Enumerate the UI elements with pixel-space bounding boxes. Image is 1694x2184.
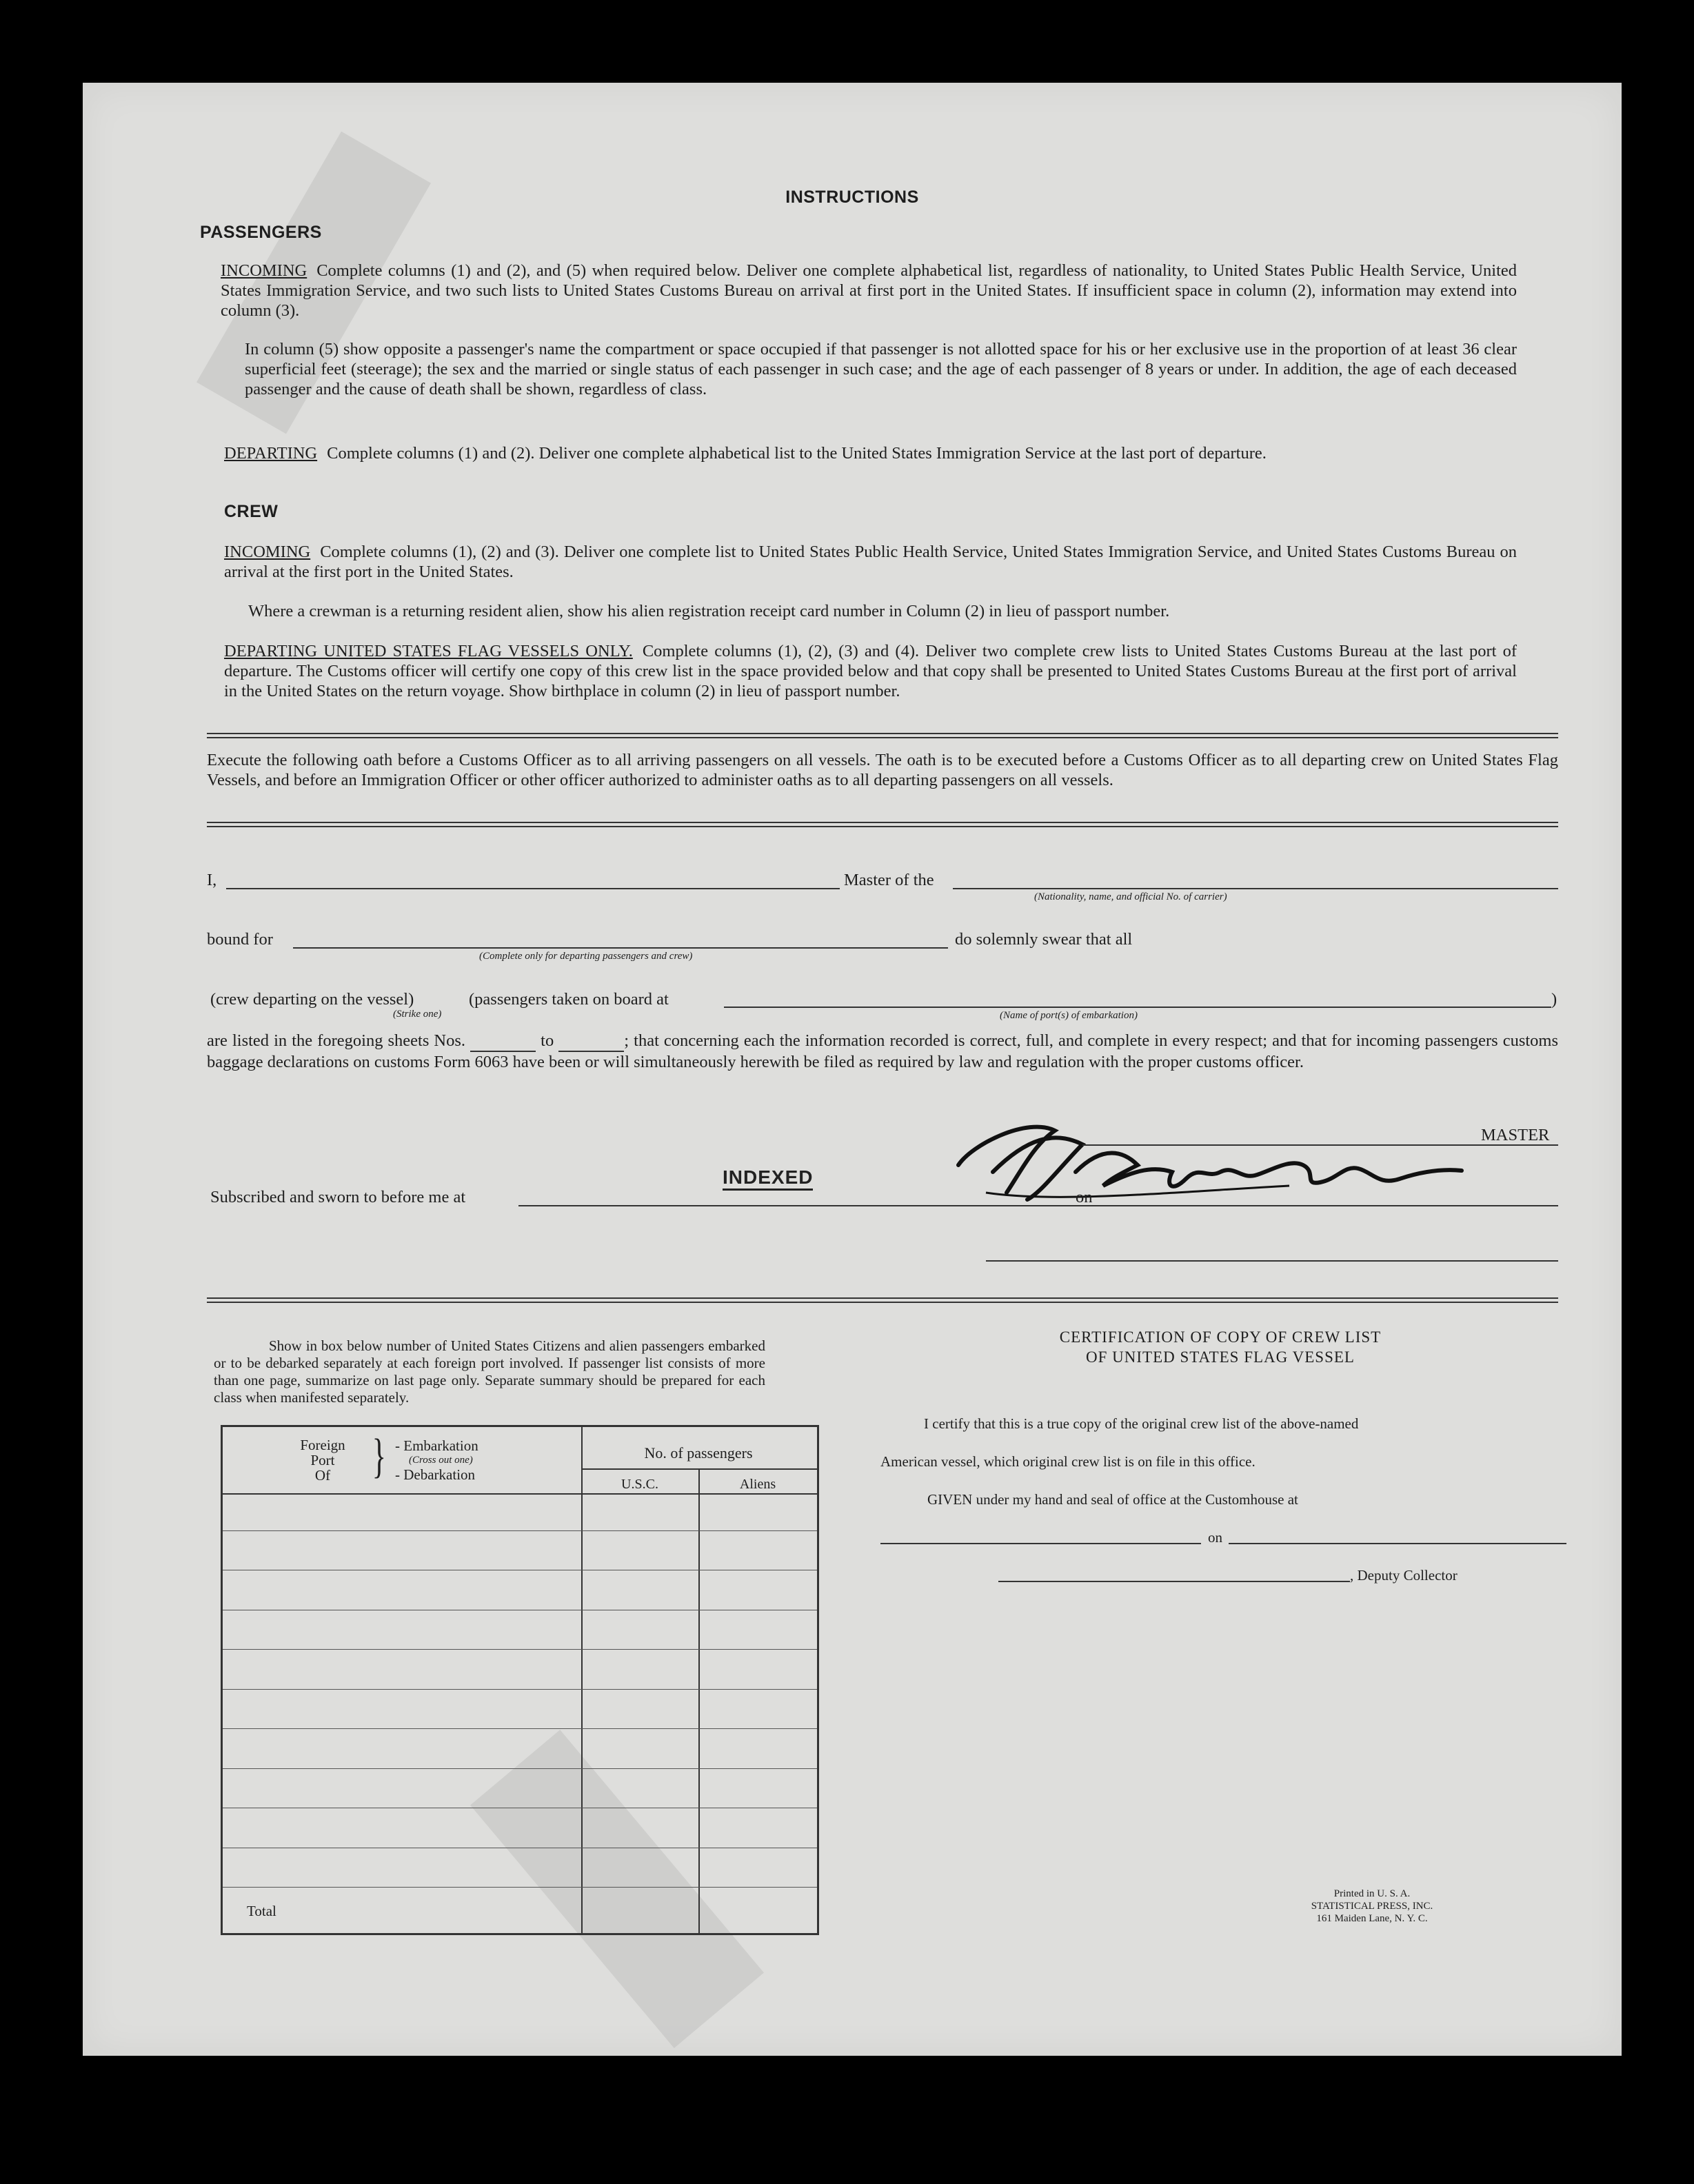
sheet-to-field[interactable] — [558, 1031, 624, 1052]
row-rule — [223, 1728, 817, 1729]
cross-out-hint: (Cross out one) — [409, 1455, 473, 1466]
crew-departing-paragraph — [224, 641, 1517, 701]
total-label: Total — [247, 1903, 276, 1919]
vertical-rule — [581, 1427, 583, 1933]
printer-line2: STATISTICAL PRESS, INC. — [1311, 1901, 1433, 1912]
passengers-incoming-text: Complete columns (1) and (2), and (5) when required below. Deliver one complete alphabetical list, regardless of nationality, to United States Public Health Service, United States Immigration Service, and two such lists to United States Customs Bureau on arrival at first port in the United States. If insufficient space in column (2), information may extend into column (3). — [221, 261, 1517, 320]
certification-date-field[interactable] — [1229, 1543, 1566, 1544]
passengers-departing-label: DEPARTING — [224, 444, 318, 463]
embarkation-port-field[interactable] — [724, 1007, 1551, 1008]
crew-departing-option: (crew departing on the vessel) — [210, 990, 414, 1009]
divider — [207, 733, 1558, 738]
document-sheet — [83, 83, 1622, 2056]
to-label: to — [541, 1031, 554, 1050]
officer-signature-field[interactable] — [986, 1260, 1558, 1262]
passengers-column5-paragraph: In column (5) show opposite a passenger's name the compartment or space occupied if that passenger is not allotted space for his or her exclusive use in the proportion of at least 36 clear superficial feet (steerage); the sex and the married or single status of each passenger in such case; and the age of each passenger of 8 years or under. In addition, the age of each deceased passenger and the cause of death shall be shown, regardless of class. — [245, 340, 1517, 398]
col-aliens-header: Aliens — [739, 1477, 776, 1492]
strike-hint: (Strike one) — [393, 1009, 442, 1020]
deputy-collector-label: , Deputy Collector — [1350, 1567, 1458, 1584]
page-title: INSTRUCTIONS — [785, 188, 919, 207]
header-bottom-rule — [223, 1493, 817, 1495]
printer-imprint — [1255, 1888, 1489, 1925]
certification-heading-line1: CERTIFICATION OF COPY OF CREW LIST — [1059, 1328, 1382, 1346]
printer-line1: Printed in U. S. A. — [1333, 1888, 1411, 1899]
given-text: GIVEN under my hand and seal of office at the Customhouse at — [927, 1491, 1298, 1508]
crew-incoming-text: Complete columns (1), (2) and (3). Deliver one complete list to United States Public Health Service, United States Immigration Service, and United States Customs Bureau on arrival at the first port in the United States. — [224, 543, 1517, 581]
of-word: Of — [314, 1467, 331, 1484]
summary-table — [221, 1425, 819, 1935]
master-signature-line[interactable] — [1082, 1144, 1558, 1146]
bound-for-field[interactable] — [293, 947, 948, 949]
summary-intro: Show in box below number of United States Citizens and alien passengers embarked or to be debarked separately at each foreign port involved. If passenger list consists of more than one page, summarize on last page only. Separate summary should be prepared for each class when manifested separately. — [214, 1337, 765, 1406]
passengers-departing-paragraph — [224, 443, 1517, 463]
row-rule — [223, 1887, 817, 1888]
subscribed-on-label: on — [1076, 1188, 1093, 1206]
crew-incoming-label: INCOMING — [224, 543, 311, 561]
certify-text: I certify that this is a true copy of the original crew list of the above-named — [924, 1415, 1359, 1432]
passengers-incoming-label: INCOMING — [221, 261, 307, 280]
listed-paragraph — [207, 1031, 1558, 1072]
divider — [207, 822, 1558, 827]
debarkation-label: - Debarkation — [395, 1466, 476, 1483]
master-name-field[interactable] — [226, 888, 840, 889]
vertical-rule — [698, 1468, 700, 1933]
master-of-label: Master of the — [844, 871, 934, 889]
crew-resident-paragraph: Where a crewman is a returning resident alien, show his alien registration receipt card number in Column (2) in lieu of passport number. — [248, 602, 1170, 620]
printer-line3: 161 Maiden Lane, N. Y. C. — [1316, 1913, 1428, 1924]
subscribed-label: Subscribed and sworn to before me at — [210, 1188, 466, 1206]
port-hint: (Name of port(s) of embarkation) — [1000, 1010, 1138, 1021]
row-rule — [223, 1649, 817, 1650]
master-label: MASTER — [1481, 1126, 1550, 1144]
foreign-port-of-label — [285, 1437, 361, 1483]
row-rule — [223, 1768, 817, 1769]
foreign-word: Foreign — [300, 1437, 345, 1453]
passengers-taken-option: (passengers taken on board at — [469, 990, 669, 1009]
embarkation-label: - Embarkation — [395, 1437, 478, 1454]
crew-heading: CREW — [224, 502, 279, 521]
subscribed-place-field[interactable] — [518, 1205, 1139, 1206]
american-vessel-text: American vessel, which original crew list is on file in this office. — [880, 1453, 1256, 1470]
crew-departing-text: Complete columns (1), (2), (3) and (4). Deliver two complete crew lists to United States Customs Bureau at the last port of departure. The Customs officer will certify one copy of this crew list in the space provided below and that copy shall be presented to United States Customs Bureau at the first port of arrival in the United States on the return voyage. Show birthplace in column (2) in lieu of passport number. — [224, 642, 1517, 700]
crew-departing-label: DEPARTING UNITED STATES FLAG VESSELS ONLY. — [224, 642, 633, 660]
oath-intro: Execute the following oath before a Customs Officer as to all arriving passengers on all vessels. The oath is to be executed before a Customs Officer as to all departing crew on United States Flag Vessels, and before an Immigration Officer or other officer authorized to administer oaths as to all departing passengers on all vessels. — [207, 751, 1558, 789]
passengers-heading: PASSENGERS — [200, 223, 322, 242]
swear-text: do solemnly swear that all — [955, 930, 1133, 949]
passengers-departing-text: Complete columns (1) and (2). Deliver one complete alphabetical list to the United States Immigration Service at the last port of departure. — [327, 444, 1267, 463]
row-rule — [223, 1530, 817, 1531]
listed-rest: ; that concerning each the information recorded is correct, full, and complete in every respect; and that for incoming passengers customs baggage declarations on customs Form 6063 have been or will simultaneously herewith be filed as required by law and regulation with the proper customs officer. — [207, 1031, 1559, 1071]
listed-text: are listed in the foregoing sheets Nos. — [207, 1031, 466, 1050]
bound-hint: (Complete only for departing passengers and crew) — [479, 951, 693, 962]
bound-for-label: bound for — [207, 930, 273, 949]
customhouse-field[interactable] — [880, 1543, 1201, 1544]
sheet-from-field[interactable] — [470, 1031, 536, 1052]
oath-i-label: I, — [207, 871, 217, 889]
certification-heading — [924, 1327, 1517, 1367]
deputy-collector-field[interactable] — [998, 1581, 1350, 1582]
close-paren: ) — [1551, 990, 1557, 1009]
certification-heading-line2: OF UNITED STATES FLAG VESSEL — [1086, 1348, 1355, 1366]
indexed-stamp: INDEXED — [723, 1166, 813, 1191]
carrier-hint: (Nationality, name, and official No. of carrier) — [1034, 891, 1227, 902]
col-usc-header: U.S.C. — [621, 1477, 658, 1492]
row-rule — [223, 1689, 817, 1690]
passengers-header: No. of passengers — [644, 1444, 753, 1462]
crew-incoming-paragraph — [224, 542, 1517, 582]
master-signature — [945, 1089, 1496, 1227]
certification-on-label: on — [1208, 1529, 1222, 1546]
divider — [207, 1297, 1558, 1303]
subscribed-date-field[interactable] — [1100, 1205, 1558, 1206]
brace-icon: } — [372, 1430, 386, 1483]
carrier-field[interactable] — [953, 888, 1558, 889]
port-word: Port — [310, 1452, 335, 1468]
passengers-incoming-paragraph — [221, 261, 1517, 321]
